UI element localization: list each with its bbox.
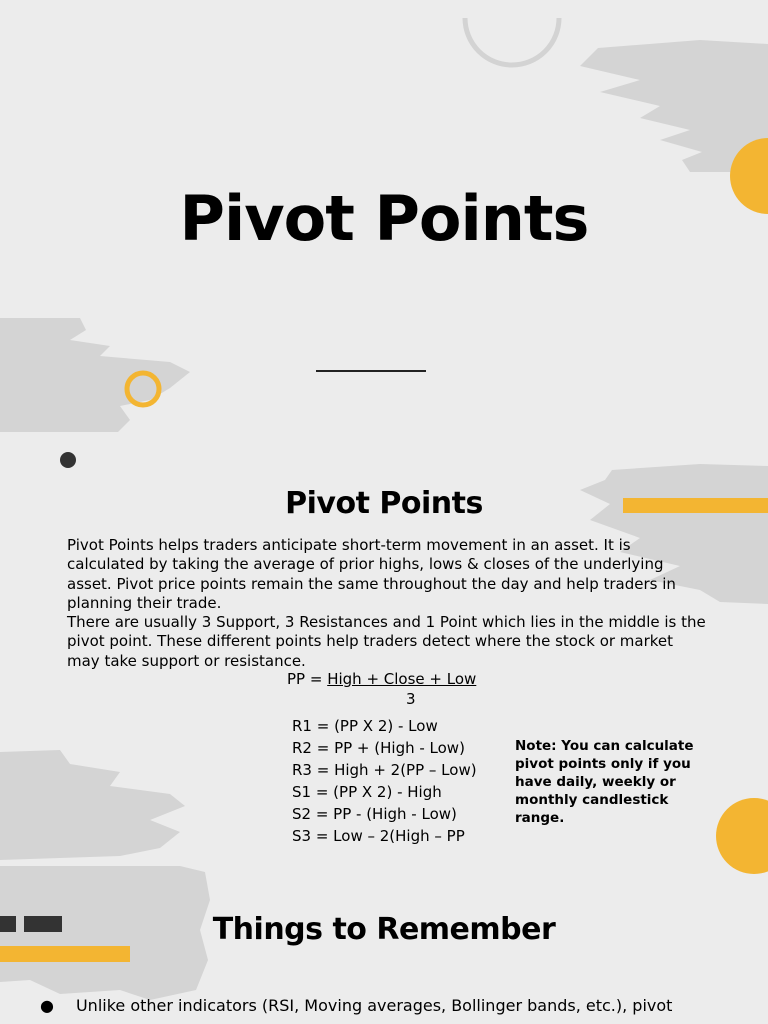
support-resistance-list: [292, 715, 477, 847]
formula-denominator: 3: [406, 690, 416, 708]
semicircle-outline-decoration: [465, 18, 559, 65]
bullet-text: Unlike other indicators (RSI, Moving averages, Bollinger bands, etc.), pivot: [75, 996, 673, 1015]
level-item: S1 = (PP X 2) - High: [292, 783, 442, 801]
formula-prefix: PP =: [287, 670, 328, 688]
intro-paragraphs: [67, 536, 707, 671]
list-item: [40, 996, 740, 1015]
brush-stroke-left-middle: [0, 318, 190, 432]
level-item: R2 = PP + (High - Low): [292, 739, 465, 757]
yellow-circle-lower-right: [716, 798, 768, 874]
dark-dot-decoration: [60, 452, 76, 468]
bullet-marker: ●: [40, 996, 54, 1015]
remember-heading: Things to Remember: [212, 912, 556, 947]
yellow-bar-left: [0, 946, 130, 962]
brush-stroke-left-lower: [0, 750, 185, 860]
pivot-formula: [287, 670, 476, 688]
title-divider: [316, 370, 426, 372]
formula-numerator: High + Close + Low: [327, 670, 477, 688]
paragraph-2: There are usually 3 Support, 3 Resistances and 1 Point which lies in the middle is the pivot point. These different points help traders detect where the stock or market may take support or resistance.: [67, 613, 706, 670]
level-item: S3 = Low – 2(High – PP: [292, 827, 465, 845]
note-text: Note: You can calculate pivot points only if you have daily, weekly or monthly candlestick range.: [515, 738, 694, 826]
level-item: R1 = (PP X 2) - Low: [292, 717, 438, 735]
section-heading: Pivot Points: [285, 486, 483, 521]
paragraph-1: Pivot Points helps traders anticipate short-term movement in an asset. It is calculated by taking the average of prior highs, lows & closes of the underlying asset. Pivot price points remain the same throughout the day and help traders in planning their trade.: [67, 536, 676, 612]
page-title: Pivot Points: [179, 182, 589, 255]
level-item: R3 = High + 2(PP – Low): [292, 761, 477, 779]
remember-list: [40, 996, 740, 1015]
level-item: S2 = PP - (High - Low): [292, 805, 457, 823]
